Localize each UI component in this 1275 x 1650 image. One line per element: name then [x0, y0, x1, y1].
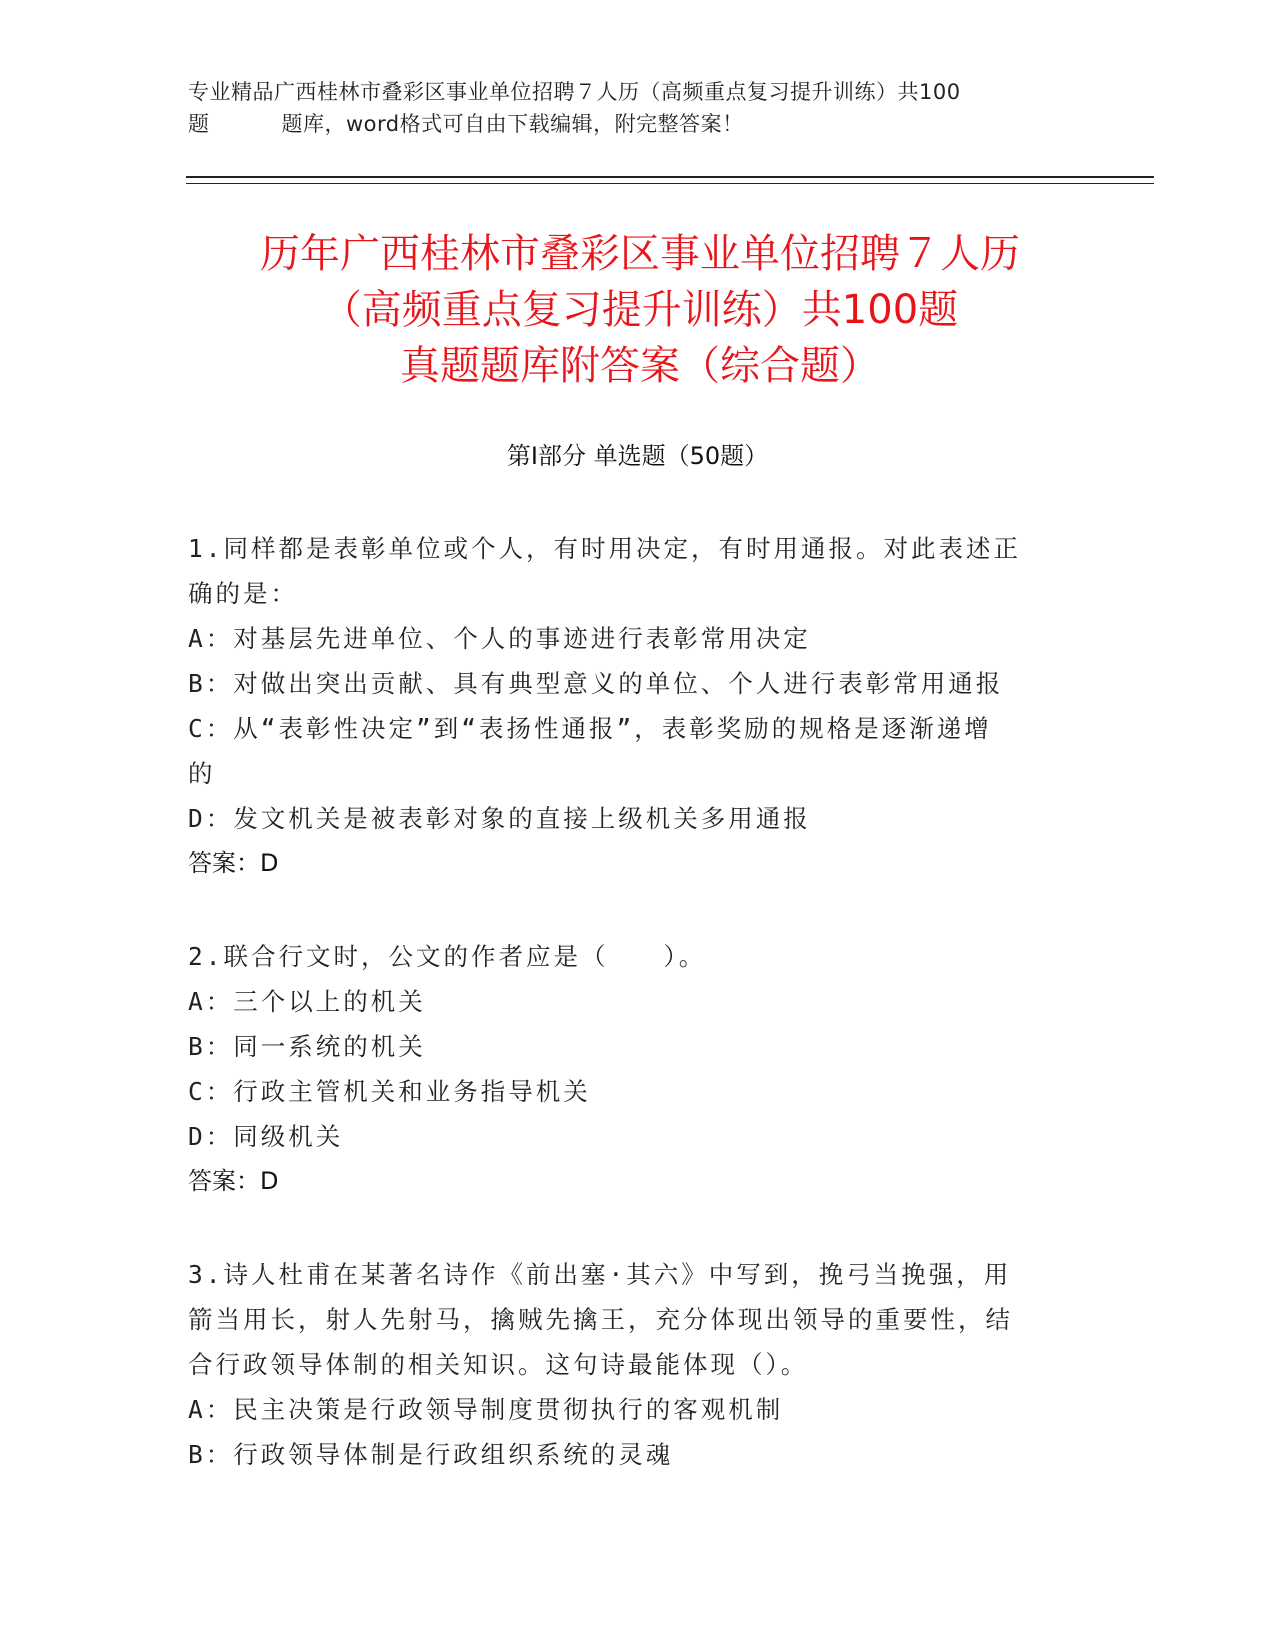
option-c: C：行政主管机关和业务指导机关 [188, 1077, 591, 1106]
question-stem-line: 合行政领导体制的相关知识。这句诗最能体现（）。 [188, 1350, 809, 1379]
option-a: A：对基层先进单位、个人的事迹进行表彰常用决定 [188, 624, 811, 653]
option-b: B：行政领导体制是行政组织系统的灵魂 [188, 1440, 674, 1469]
option-b: B：对做出突出贡献、具有典型意义的单位、个人进行表彰常用通报 [188, 669, 1004, 698]
header-note-line2 [188, 108, 1088, 140]
option-b: B：同一系统的机关 [188, 1032, 426, 1061]
section-heading: 第Ⅰ部分 单选题（50题） [506, 442, 769, 470]
header-note-line1: 专业精品广西桂林市叠彩区事业单位招聘７人历（高频重点复习提升训练）共100 [188, 80, 961, 104]
question-stem-line: 箭当用长，射人先射马，擒贼先擒王，充分体现出领导的重要性，结 [188, 1305, 1013, 1334]
header-note-line2-rest: 题库，word格式可自由下载编辑，附完整答案！ [281, 112, 744, 136]
option-d: D：同级机关 [188, 1122, 344, 1151]
question-1 [188, 526, 1088, 886]
header-rule-thin [186, 183, 1154, 184]
header-note-line2-start: 题 [188, 112, 210, 136]
title-line2: （高频重点复习提升训练）共100题 [321, 287, 959, 333]
question-stem-line: 1.同样都是表彰单位或个人，有时用决定，有时用通报。对此表述正 [188, 534, 1021, 563]
question-2 [188, 934, 1088, 1204]
document-title [150, 226, 1130, 394]
question-stem-line: 3.诗人杜甫在某著名诗作《前出塞·其六》中写到，挽弓当挽强，用 [188, 1260, 1012, 1289]
question-list [188, 526, 1088, 1525]
option-d: D：发文机关是被表彰对象的直接上级机关多用通报 [188, 804, 811, 833]
option-c-continued: 的 [188, 759, 216, 788]
header-note [188, 76, 1088, 140]
question-3 [188, 1252, 1088, 1477]
answer-label: 答案：D [188, 1167, 279, 1195]
option-a: A：民主决策是行政领导制度贯彻执行的客观机制 [188, 1395, 784, 1424]
answer-label: 答案：D [188, 849, 279, 877]
option-a: A：三个以上的机关 [188, 987, 426, 1016]
option-c: C：从“表彰性决定”到“表扬性通报”，表彰奖励的规格是逐渐递增 [188, 714, 992, 743]
question-stem-line: 确的是： [188, 579, 298, 608]
title-line3: 真题题库附答案（综合题） [400, 343, 880, 389]
question-stem-line: 2.联合行文时，公文的作者应是（ ）。 [188, 942, 707, 971]
header-rule-thick [186, 176, 1154, 178]
title-line1: 历年广西桂林市叠彩区事业单位招聘７人历 [260, 231, 1020, 277]
